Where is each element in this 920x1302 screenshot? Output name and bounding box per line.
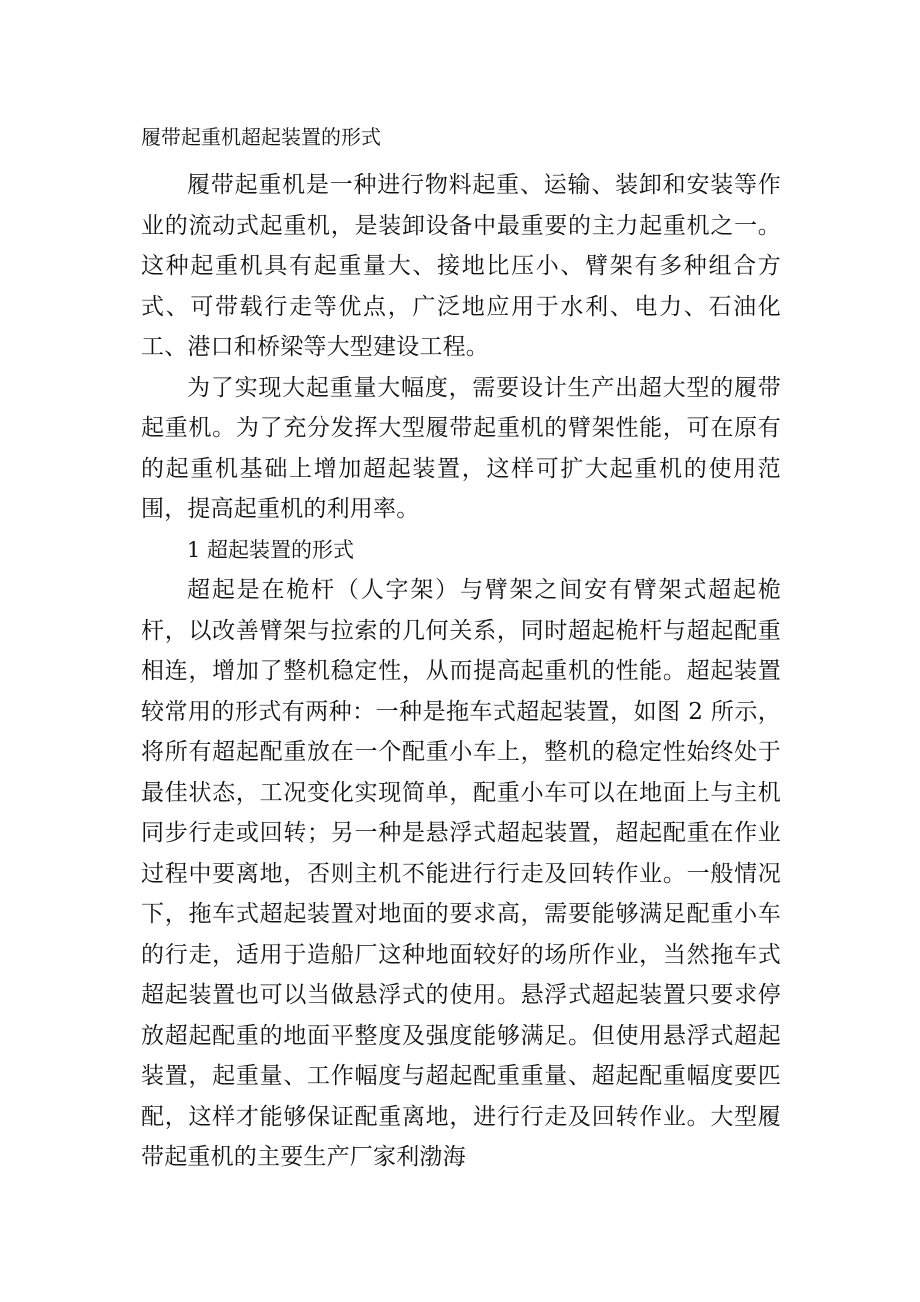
document-body	[141, 165, 781, 1178]
document-title: 履带起重机超起装置的形式	[141, 125, 381, 149]
paragraph-section-1: 超起是在桅杆（人字架）与臂架之间安有臂架式超起桅杆，以改善臂架与拉索的几何关系，同时超起桅杆与超起配重相连，增加了整机稳定性，从而提高起重机的性能。超起装置较常用的形式有两种：一种是拖车式超起装置，如图 2 所示，将所有超起配重放在一个配重小车上，整机的稳定性始终处于最佳状态，工况变化实现简单，配重小车可以在地面上与主机同步行走或回转；另一种是悬浮式超起装置，超起配重在作业过程中要离地，否则主机不能进行行走及回转作业。一般情况下，拖车式超起装置对地面的要求高，需要能够满足配重小车的行走，适用于造船厂这种地面较好的场所作业，当然拖车式超起装置也可以当做悬浮式的使用。悬浮式超起装置只要求停放超起配重的地面平整度及强度能够满足。但使用悬浮式超起装置，起重量、工作幅度与超起配重重量、超起配重幅度要匹配，这样才能够保证配重离地，进行行走及回转作业。大型履带起重机的主要生产厂家利渤海	[141, 577, 781, 1170]
section-heading: 1 超起装置的形式	[187, 537, 355, 562]
paragraph-purpose: 为了实现大起重量大幅度，需要设计生产出超大型的履带起重机。为了充分发挥大型履带起重机的臂架性能，可在原有的起重机基础上增加超起装置，这样可扩大起重机的使用范围，提高起重机的利用率。	[141, 374, 781, 522]
paragraph-intro: 履带起重机是一种进行物料起重、运输、装卸和安装等作业的流动式起重机，是装卸设备中最重要的主力起重机之一。这种起重机具有起重量大、接地比压小、臂架有多种组合方式、可带载行走等优点，广泛地应用于水利、电力、石油化工、港口和桥梁等大型建设工程。	[141, 172, 781, 360]
